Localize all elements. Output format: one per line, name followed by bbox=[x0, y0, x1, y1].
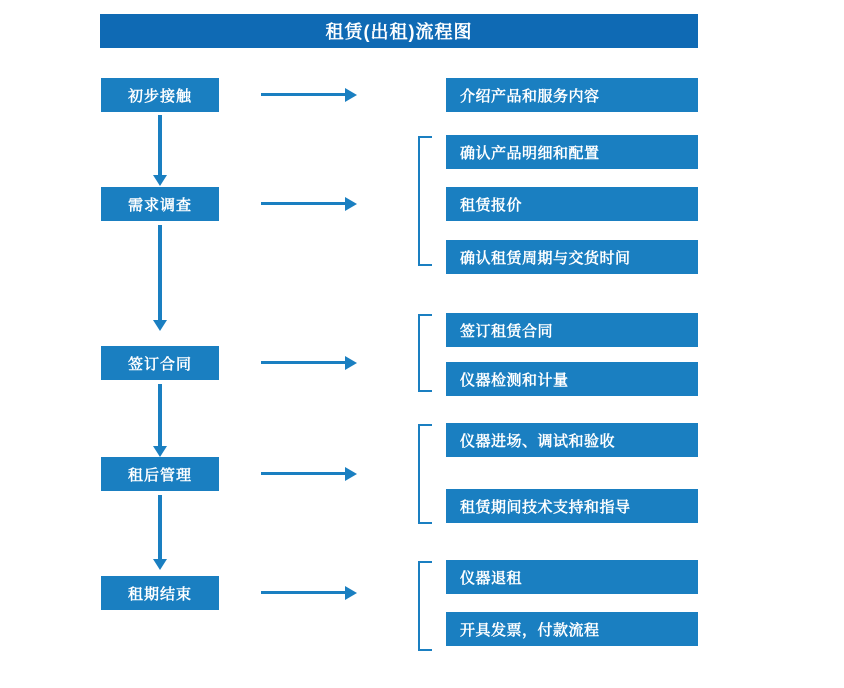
arrow-head bbox=[153, 446, 167, 457]
arrow-head bbox=[345, 586, 357, 600]
arrow-line bbox=[261, 93, 345, 96]
stage-box-2: 需求调查 bbox=[101, 187, 219, 221]
arrow-line bbox=[158, 115, 162, 175]
bracket-group-5 bbox=[418, 561, 432, 651]
arrow-line bbox=[158, 495, 162, 559]
arrow-stage-4-to-details bbox=[261, 467, 357, 481]
detail-box-8: 租赁期间技术支持和指导 bbox=[446, 489, 698, 523]
detail-box-3: 租赁报价 bbox=[446, 187, 698, 221]
detail-box-1: 介绍产品和服务内容 bbox=[446, 78, 698, 112]
arrow-head bbox=[345, 356, 357, 370]
arrow-line bbox=[158, 225, 162, 320]
arrow-stage-3-to-details bbox=[261, 356, 357, 370]
arrow-head bbox=[153, 320, 167, 331]
stage-box-4: 租后管理 bbox=[101, 457, 219, 491]
bracket-group-2 bbox=[418, 136, 432, 266]
stage-box-5: 租期结束 bbox=[101, 576, 219, 610]
arrow-stage-4-to-5 bbox=[153, 495, 167, 571]
detail-box-7: 仪器进场、调试和验收 bbox=[446, 423, 698, 457]
arrow-head bbox=[345, 88, 357, 102]
arrow-stage-1-to-details bbox=[261, 88, 357, 102]
arrow-line bbox=[158, 384, 162, 446]
detail-box-9: 仪器退租 bbox=[446, 560, 698, 594]
detail-box-10: 开具发票，付款流程 bbox=[446, 612, 698, 646]
arrow-head bbox=[153, 175, 167, 186]
detail-box-2: 确认产品明细和配置 bbox=[446, 135, 698, 169]
arrow-head bbox=[153, 559, 167, 570]
arrow-head bbox=[345, 197, 357, 211]
arrow-line bbox=[261, 591, 345, 594]
bracket-group-3 bbox=[418, 314, 432, 392]
arrow-stage-2-to-details bbox=[261, 197, 357, 211]
page-title: 租赁(出租)流程图 bbox=[100, 14, 698, 48]
arrow-line bbox=[261, 472, 345, 475]
arrow-line bbox=[261, 361, 345, 364]
stage-box-3: 签订合同 bbox=[101, 346, 219, 380]
arrow-stage-3-to-4 bbox=[153, 384, 167, 458]
detail-box-6: 仪器检测和计量 bbox=[446, 362, 698, 396]
arrow-stage-2-to-3 bbox=[153, 225, 167, 345]
arrow-line bbox=[261, 202, 345, 205]
bracket-group-4 bbox=[418, 424, 432, 524]
arrow-head bbox=[345, 467, 357, 481]
stage-box-1: 初步接触 bbox=[101, 78, 219, 112]
arrow-stage-5-to-details bbox=[261, 586, 357, 600]
arrow-stage-1-to-2 bbox=[153, 115, 167, 187]
detail-box-5: 签订租赁合同 bbox=[446, 313, 698, 347]
detail-box-4: 确认租赁周期与交货时间 bbox=[446, 240, 698, 274]
